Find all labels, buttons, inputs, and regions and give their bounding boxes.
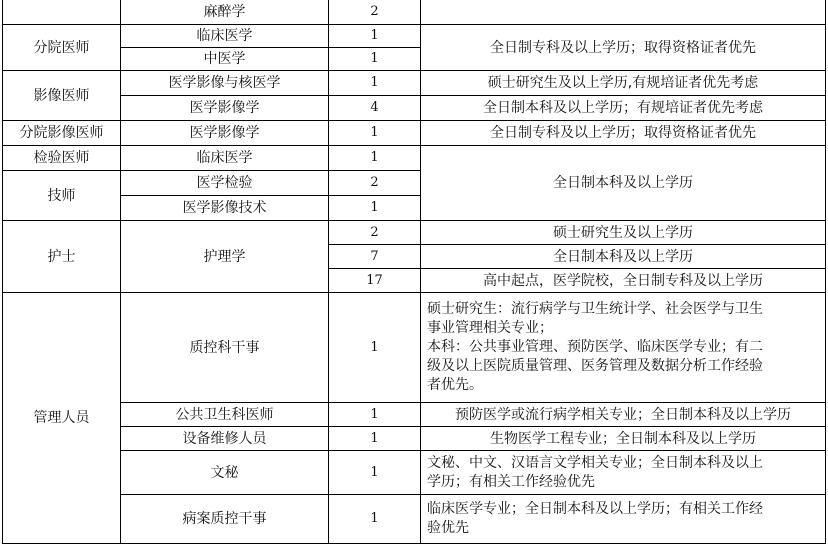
requirement-cell: 生物医学工程专业；全日制本科及以上学历	[421, 427, 826, 451]
major-cell: 临床医学	[121, 25, 329, 48]
table-row	[3, 451, 826, 495]
count-cell: 17	[329, 269, 421, 293]
position-cell: 技师	[3, 171, 121, 221]
position-cell	[3, 0, 121, 25]
table-row	[3, 403, 826, 427]
count-cell: 2	[329, 0, 421, 25]
recruitment-table	[2, 0, 826, 544]
requirement-line: 验优先	[427, 520, 469, 536]
position-cell: 护士	[3, 221, 121, 293]
requirement-cell: 全日制本科及以上学历	[421, 146, 826, 221]
table-row	[3, 221, 826, 245]
count-cell: 7	[329, 245, 421, 269]
major-cell: 公共卫生科医师	[121, 403, 329, 427]
count-cell: 1	[329, 293, 421, 403]
count-cell: 1	[329, 121, 421, 146]
table-row	[3, 25, 826, 48]
major-cell: 临床医学	[121, 146, 329, 171]
requirement-cell	[421, 293, 826, 403]
count-cell: 1	[329, 48, 421, 71]
major-cell: 质控科干事	[121, 293, 329, 403]
requirement-line: 临床医学专业；全日制本科及以上学历；有相关工作经	[427, 501, 763, 517]
count-cell: 1	[329, 71, 421, 96]
table-row	[3, 0, 826, 25]
count-cell: 2	[329, 171, 421, 196]
position-cell: 管理人员	[3, 293, 121, 544]
major-cell: 病案质控干事	[121, 495, 329, 544]
count-cell: 4	[329, 96, 421, 121]
major-cell: 医学影像技术	[121, 196, 329, 221]
requirement-cell: 硕士研究生及以上学历,有规培证者优先考虑	[421, 71, 826, 96]
requirement-cell: 全日制专科及以上学历；取得资格证者优先	[421, 121, 826, 146]
table-row	[3, 293, 826, 403]
table-row	[3, 96, 826, 121]
requirement-cell: 硕士研究生及以上学历	[421, 221, 826, 245]
major-cell: 麻醉学	[121, 0, 329, 25]
requirement-line: 事业管理相关专业；	[427, 320, 553, 336]
requirement-line: 级及以上医院质量管理、医务管理及数据分析工作经验	[427, 358, 763, 374]
major-cell: 医学影像学	[121, 121, 329, 146]
count-cell: 2	[329, 221, 421, 245]
count-cell: 1	[329, 196, 421, 221]
count-cell: 1	[329, 403, 421, 427]
count-cell: 1	[329, 146, 421, 171]
table-row	[3, 146, 826, 171]
major-cell: 医学影像学	[121, 96, 329, 121]
requirement-cell: 全日制本科及以上学历；有规培证者优先考虑	[421, 96, 826, 121]
major-cell: 中医学	[121, 48, 329, 71]
major-cell: 文秘	[121, 451, 329, 495]
requirement-cell: 全日制专科及以上学历；取得资格证者优先	[421, 25, 826, 71]
table-row	[3, 495, 826, 544]
major-cell: 医学影像与核医学	[121, 71, 329, 96]
requirement-cell	[421, 495, 826, 544]
requirement-cell: 高中起点，医学院校，全日制专科及以上学历	[421, 269, 826, 293]
major-cell: 设备维修人员	[121, 427, 329, 451]
count-cell: 1	[329, 495, 421, 544]
position-cell: 检验医师	[3, 146, 121, 171]
count-cell: 1	[329, 25, 421, 48]
count-cell: 1	[329, 451, 421, 495]
table-row	[3, 427, 826, 451]
position-cell: 分院影像医师	[3, 121, 121, 146]
major-cell: 医学检验	[121, 171, 329, 196]
requirement-cell: 预防医学或流行病学相关专业；全日制本科及以上学历	[421, 403, 826, 427]
position-cell: 影像医师	[3, 71, 121, 121]
table-row	[3, 121, 826, 146]
requirement-line: 文秘、中文、汉语言文学相关专业；全日制本科及以上	[427, 454, 763, 471]
requirement-cell	[421, 451, 826, 495]
count-cell: 1	[329, 427, 421, 451]
table-row	[3, 71, 826, 96]
requirement-line: 学历；有相关工作经验优先	[427, 473, 595, 490]
major-cell: 护理学	[121, 221, 329, 293]
position-cell: 分院医师	[3, 25, 121, 71]
requirement-cell: 全日制本科及以上学历	[421, 245, 826, 269]
requirement-line: 者优先。	[427, 377, 483, 393]
requirement-line: 硕士研究生：流行病学与卫生统计学、社会医学与卫生	[427, 301, 763, 317]
requirement-line: 本科：公共事业管理、预防医学、临床医学专业；有二	[427, 339, 763, 355]
requirement-cell	[421, 0, 826, 25]
